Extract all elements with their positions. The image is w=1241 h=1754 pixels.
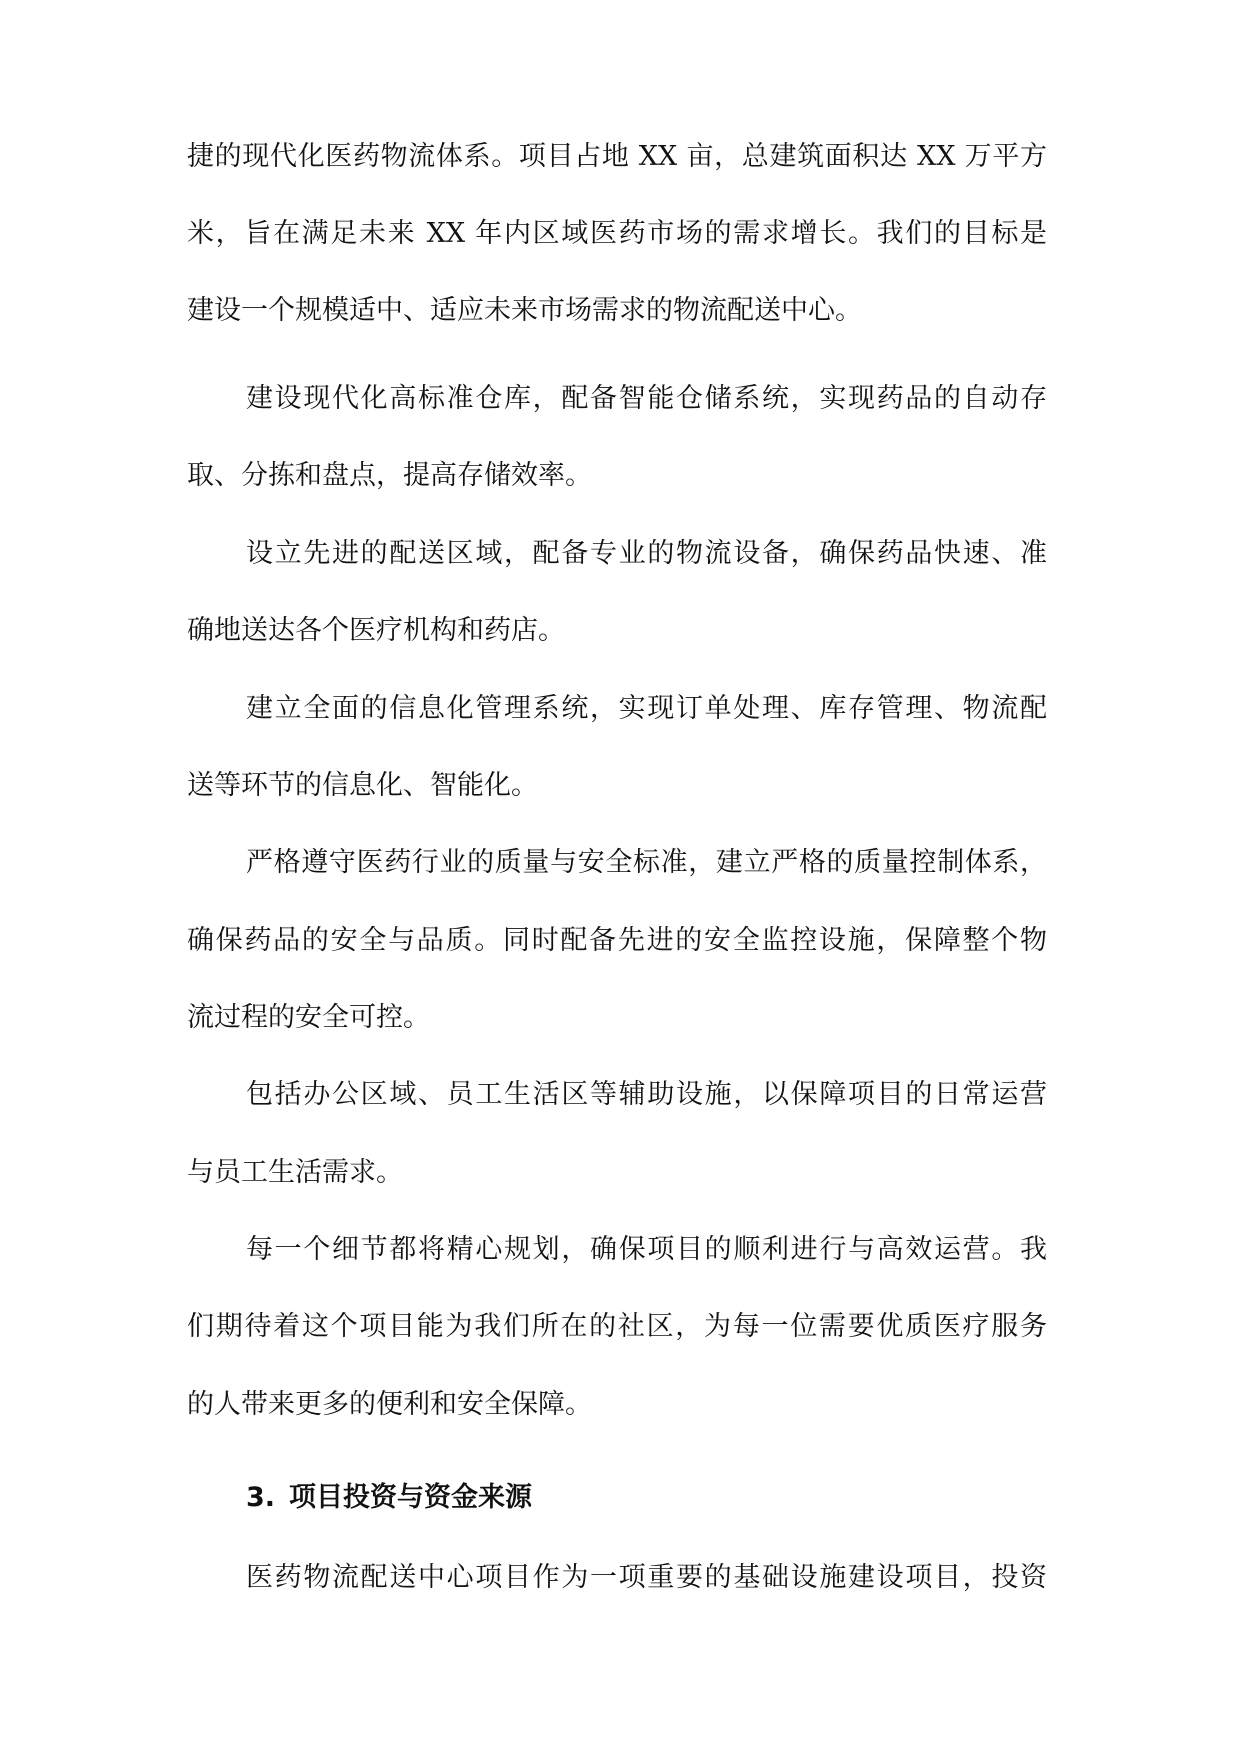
paragraph-2-line-2: 取、分拣和盘点，提高存储效率。 [187,460,592,491]
paragraph-1-line-2: 米，旨在满足未来 XX 年内区域医药市场的需求增长。我们的目标是 [187,218,1047,249]
section-heading-title: 项目投资与资金来源 [289,1482,533,1513]
paragraph-7-line-3: 的人带来更多的便利和安全保障。 [187,1389,592,1420]
paragraph-7-line-2: 们期待着这个项目能为我们所在的社区，为每一位需要优质医疗服务 [187,1311,1047,1342]
paragraph-1-line-3: 建设一个规模适中、适应未来市场需求的物流配送中心。 [187,295,862,326]
section-heading-number: 3. [246,1482,276,1513]
paragraph-3-line-2: 确地送达各个医疗机构和药店。 [187,615,565,646]
paragraph-2-line-1: 建设现代化高标准仓库，配备智能仓储系统，实现药品的自动存 [246,383,1047,414]
paragraph-6-line-2: 与员工生活需求。 [187,1157,403,1188]
paragraph-7-line-1: 每一个细节都将精心规划，确保项目的顺利进行与高效运营。我 [246,1234,1047,1265]
paragraph-5-line-1: 严格遵守医药行业的质量与安全标准，建立严格的质量控制体系， [246,847,1047,878]
paragraph-4-line-2: 送等环节的信息化、智能化。 [187,770,538,801]
section-heading [246,1478,532,1518]
paragraph-6-line-1: 包括办公区域、员工生活区等辅助设施，以保障项目的日常运营 [246,1079,1047,1110]
paragraph-5-line-2: 确保药品的安全与品质。同时配备先进的安全监控设施，保障整个物 [187,925,1047,956]
paragraph-4-line-1: 建立全面的信息化管理系统，实现订单处理、库存管理、物流配 [246,693,1047,724]
paragraph-5-line-3: 流过程的安全可控。 [187,1002,430,1033]
paragraph-1-line-1: 捷的现代化医药物流体系。项目占地 XX 亩，总建筑面积达 XX 万平方 [187,141,1047,172]
closing-paragraph-line-1: 医药物流配送中心项目作为一项重要的基础设施建设项目，投资 [246,1562,1047,1593]
paragraph-3-line-1: 设立先进的配送区域，配备专业的物流设备，确保药品快速、准 [246,538,1047,569]
